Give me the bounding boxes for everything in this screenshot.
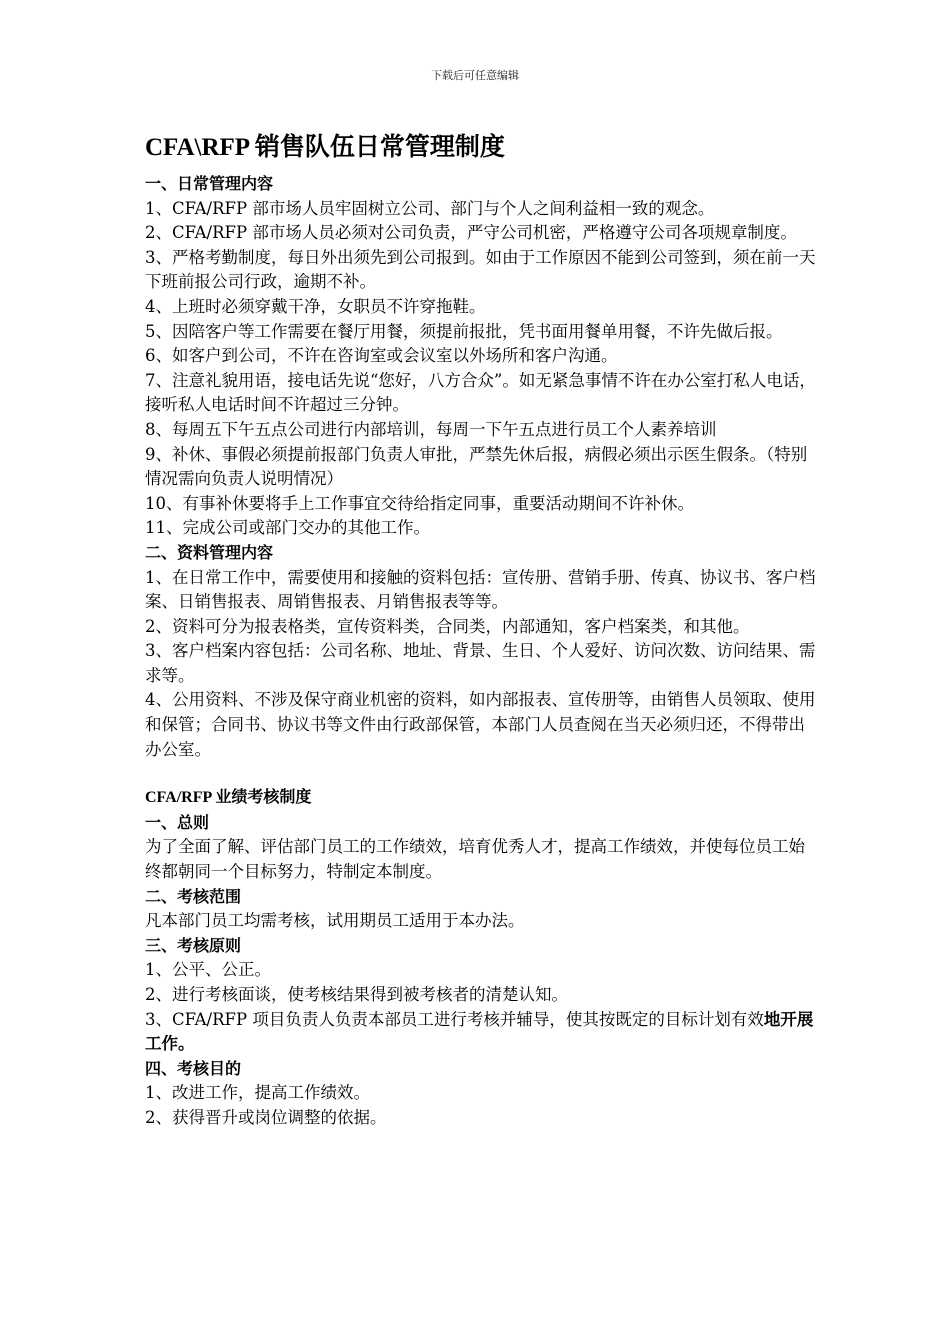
- list-item-bold-tail: 地开展工作。: [145, 1009, 814, 1054]
- section-performance-review: [145, 786, 820, 1130]
- list-item: 3、客户档案内容包括：公司名称、地址、背景、生日、个人爱好、访问次数、访问结果、需求等。: [145, 641, 816, 685]
- list-item: 11、完成公司或部门交办的其他工作。: [145, 518, 430, 538]
- list-item: 1、在日常工作中，需要使用和接触的资料包括：宣传册、营销手册、传真、协议书、客户档案、日销售报表、周销售报表、月销售报表等等。: [145, 567, 816, 612]
- list-item: 2、资料可分为报表格类，宣传资料类，合同类，内部通知，客户档案类，和其他。: [145, 616, 750, 636]
- list-item: 2、进行考核面谈，使考核结果得到被考核者的清楚认知。: [145, 985, 568, 1004]
- list-item: 1、CFA/RFP 部市场人员牢固树立公司、部门与个人之间利益相一致的观念。: [145, 198, 715, 218]
- list-item: 7、注意礼貌用语，接电话先说“您好，八方合众”。如无紧急事情不许在办公室打私人电话，接听私人电话时间不许超过三分钟。: [145, 370, 816, 415]
- list-item: 6、如客户到公司，不许在咨询室或会议室以外场所和客户沟通。: [145, 346, 618, 366]
- paragraph: 为了全面了解、评估部门员工的工作绩效，培育优秀人才，提高工作绩效，并使每位员工始终都朝同一个目标努力，特制定本制度。: [145, 837, 805, 882]
- header-note: 下载后可任意编辑: [431, 69, 519, 82]
- section-heading: 一、总则: [145, 812, 210, 832]
- part-heading: CFA/RFP 业绩考核制度: [145, 789, 312, 807]
- section-daily-management: [145, 172, 820, 541]
- list-item: 3、严格考勤制度，每日外出须先到公司报到。如由于工作原因不能到公司签到，须在前一天下班前报公司行政，逾期不补。: [145, 247, 816, 292]
- list-item: 1、公平、公正。: [145, 960, 271, 980]
- section-heading: 二、资料管理内容: [145, 542, 274, 562]
- section-heading: 四、考核目的: [145, 1058, 242, 1078]
- section-heading: 一、日常管理内容: [145, 174, 274, 193]
- list-item: 4、上班时必须穿戴干净，女职员不许穿拖鞋。: [145, 296, 486, 316]
- list-item: 5、因陪客户等工作需要在餐厅用餐，须提前报批，凭书面用餐单用餐，不许先做后报。: [145, 321, 783, 341]
- list-item: 2、CFA/RFP 部市场人员必须对公司负责，严守公司机密，严格遵守公司各项规章制度。: [145, 223, 797, 243]
- list-item-text: 3、CFA/RFP 项目负责人负责本部员工进行考核并辅导，使其按既定的目标计划有效: [145, 1009, 764, 1029]
- list-item: 2、获得晋升或岗位调整的依据。: [145, 1107, 387, 1127]
- section-heading: 三、考核原则: [145, 935, 242, 955]
- list-item: 1、改进工作，提高工作绩效。: [145, 1083, 370, 1103]
- paragraph: 凡本部门员工均需考核，试用期员工适用于本办法。: [145, 911, 525, 931]
- list-item: 9、补休、事假必须提前报部门负责人审批，严禁先休后报，病假必须出示医生假条。（特别情况需向负责人说明情况）: [145, 444, 808, 489]
- list-item: 10、有事补休要将手上工作事宜交待给指定同事，重要活动期间不许补休。: [145, 493, 694, 513]
- list-item: [145, 1008, 820, 1057]
- document-body: [145, 130, 820, 1131]
- section-heading: 二、考核范围: [145, 886, 242, 906]
- list-item: 4、公用资料、不涉及保守商业机密的资料，如内部报表、宣传册等，由销售人员领取、使用和保管；合同书、协议书等文件由行政部保管，本部门人员查阅在当天必须归还，不得带出办公室。: [145, 690, 816, 759]
- list-item: 8、每周五下午五点公司进行内部培训，每周一下午五点进行员工个人素养培训: [145, 419, 717, 439]
- section-document-management: [145, 541, 820, 762]
- document-title: CFA\RFP 销售队伍日常管理制度: [145, 134, 505, 161]
